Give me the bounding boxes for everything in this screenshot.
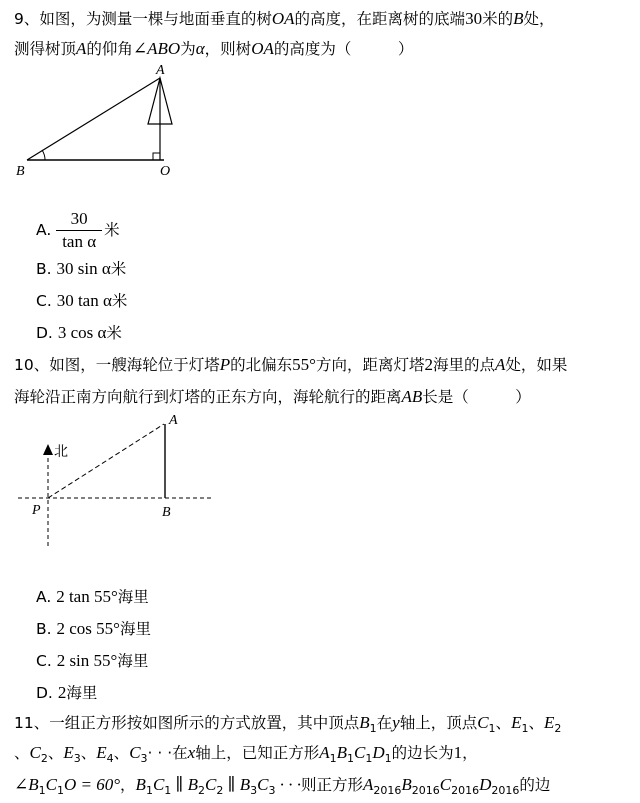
q9-segment-ba: [27, 78, 160, 160]
q11-subscript: 2: [198, 784, 206, 798]
q11-subscript: 1: [521, 722, 529, 736]
option-letter: A.: [36, 588, 52, 606]
option-unit: 海里: [66, 684, 98, 702]
q9-line-2: [14, 38, 413, 60]
option-unit: 海里: [117, 652, 149, 670]
q10-text: 海里的点: [432, 356, 495, 374]
q11-math: ∥ B: [171, 775, 199, 794]
q10-math: A: [494, 355, 506, 374]
q11-text: 、: [47, 744, 64, 762]
q11-subscript: 3: [268, 784, 276, 798]
q9-option-b[interactable]: [36, 258, 126, 280]
q9-math: 30: [465, 9, 483, 28]
option-math: 30 sin α: [56, 259, 111, 278]
q10-north-arrow-icon: [43, 444, 53, 455]
q9-math: B: [513, 9, 524, 28]
q11-text: · · ·在: [147, 744, 188, 762]
q10-math: P: [219, 355, 231, 374]
q11-math: B: [336, 743, 348, 762]
option-math: 30 tan α: [56, 291, 112, 310]
q9-math: ∠ABO: [132, 39, 181, 58]
q9-text: 测得树顶: [14, 40, 77, 58]
q9-line-1: [14, 8, 554, 30]
q11-subscript: 2: [216, 784, 224, 798]
option-letter: D.: [36, 684, 53, 702]
q11-subscript: 2: [40, 752, 48, 766]
q9-text: 处，: [523, 10, 555, 28]
q11-line-3: [14, 774, 550, 802]
q9-right-angle: [153, 153, 160, 160]
option-letter: C.: [36, 292, 52, 310]
q11-subscript: 2016: [411, 784, 440, 798]
q11-text: 则正方形: [300, 776, 363, 794]
option-math: 2 sin 55°: [56, 651, 118, 670]
q11-subscript: 2016: [491, 784, 520, 798]
q9-option-d[interactable]: [36, 322, 122, 344]
q11-math: ∥ B: [223, 775, 251, 794]
q11-math: A: [362, 775, 374, 794]
q11-math: D: [372, 743, 385, 762]
q11-subscript: 1: [365, 752, 373, 766]
q11-text: 、: [14, 744, 30, 762]
q9-label-o: O: [160, 164, 171, 179]
q9-angle-arc: [42, 150, 45, 160]
q9-option-c[interactable]: [36, 290, 127, 312]
option-letter: C.: [36, 652, 52, 670]
q9-text: 的高度为（ ）: [273, 40, 414, 58]
q11-subscript: 1: [145, 784, 153, 798]
q11-math: C: [205, 775, 217, 794]
option-math: 2: [57, 683, 67, 702]
q11-subscript: 4: [106, 752, 114, 766]
q10-line-1: [14, 354, 567, 376]
q9-figure: [14, 64, 184, 180]
fraction-denominator: tan α: [62, 232, 97, 251]
q11-math: y: [392, 713, 400, 732]
q9-text: 米的: [482, 10, 514, 28]
q11-math: C: [129, 743, 141, 762]
q11-math: C: [29, 743, 41, 762]
option-unit: 米: [106, 324, 122, 342]
q9-label-b: B: [16, 164, 25, 179]
q10-text: 处，如果: [505, 356, 568, 374]
q11-math: x: [187, 743, 196, 762]
q11-math: C: [439, 775, 452, 794]
q11-math: 1: [453, 743, 463, 762]
option-unit: 米: [111, 292, 128, 310]
q10-text: 10、如图，一艘海轮位于灯塔: [14, 356, 220, 374]
q11-text: 、: [528, 714, 544, 732]
q11-subscript: 2: [554, 722, 562, 736]
q10-label-a: A: [169, 413, 178, 428]
q11-subscript: 2016: [373, 784, 402, 798]
q11-math: ∠B: [14, 775, 39, 794]
q10-math: 55°: [292, 355, 316, 374]
q11-math: C: [45, 775, 57, 794]
option-letter: D.: [36, 324, 53, 342]
q11-text: ，: [120, 776, 136, 794]
q11-line-1: [14, 712, 561, 740]
fraction-numerator: 30: [56, 208, 102, 231]
option-math: 2 tan 55°: [56, 587, 118, 606]
q11-subscript: 1: [347, 752, 355, 766]
q9-text: 的仰角: [86, 40, 133, 58]
q10-label-north: 北: [54, 444, 68, 460]
q11-math: B: [401, 775, 412, 794]
q11-subscript: 3: [73, 752, 81, 766]
q10-option-d[interactable]: [36, 682, 97, 704]
option-unit: 米: [104, 221, 120, 239]
q11-math: B: [135, 775, 146, 794]
q9-text: 为: [180, 40, 196, 58]
q11-text: ，: [462, 744, 478, 762]
q10-text: 海轮沿正南方向航行到灯塔的正东方向，海轮航行的距离: [14, 388, 402, 406]
q11-math: E: [543, 713, 555, 732]
q11-text: 11、一组正方形按如图所示的方式放置，其中顶点: [14, 714, 360, 732]
q9-math: A: [76, 39, 87, 58]
option-unit: 海里: [117, 588, 149, 606]
q11-text: 轴上，顶点: [399, 714, 478, 732]
q9-fraction: [56, 208, 102, 253]
q10-segment-pa: [48, 424, 164, 498]
q11-math: B: [359, 713, 370, 732]
q11-math: C: [477, 713, 489, 732]
q11-math: D: [479, 775, 492, 794]
option-unit: 海里: [119, 620, 151, 638]
q11-text: 在: [376, 714, 393, 732]
q11-subscript: 1: [164, 784, 172, 798]
q11-math: C: [257, 775, 269, 794]
q10-option-a[interactable]: [36, 586, 149, 608]
q9-math: α: [195, 39, 205, 58]
q11-text: 的边长为: [391, 744, 454, 762]
q9-option-a[interactable]: [36, 208, 120, 253]
q11-line-2: [14, 742, 478, 770]
option-letter: B.: [36, 620, 52, 638]
option-math: 2 cos 55°: [56, 619, 120, 638]
q11-subscript: 1: [369, 722, 377, 736]
option-letter: B.: [36, 260, 52, 278]
q11-math: E: [63, 743, 74, 762]
option-letter: A.: [36, 221, 52, 239]
option-math: 3 cos α: [57, 323, 107, 342]
q9-text: 9、如图，为测量一棵与地面垂直的树: [14, 10, 272, 28]
q10-text: 长是（ ）: [422, 388, 531, 406]
q10-text: 的北偏东: [230, 356, 293, 374]
q11-math: E: [511, 713, 522, 732]
q10-line-2: [14, 386, 531, 408]
q11-subscript: 3: [250, 784, 258, 798]
q11-math: E: [96, 743, 107, 762]
q9-text: 的高度，在距离树的底端: [294, 10, 466, 28]
q11-math: C: [354, 743, 366, 762]
q11-text: 轴上，已知正方形: [195, 744, 320, 762]
q10-text: 方向，距离灯塔: [315, 356, 425, 374]
q11-subscript: 1: [38, 784, 46, 798]
q10-label-b: B: [162, 505, 171, 520]
q11-subscript: 3: [140, 752, 148, 766]
q11-subscript: 1: [56, 784, 64, 798]
q11-math: O = 60°: [63, 775, 121, 794]
q10-option-b[interactable]: [36, 618, 151, 640]
q10-math: 2: [424, 355, 433, 374]
q9-text: ，则树: [204, 40, 252, 58]
q11-math: C: [152, 775, 165, 794]
q10-math: AB: [401, 387, 423, 406]
q11-subscript: 1: [488, 722, 496, 736]
q9-math: OA: [251, 39, 274, 58]
q9-label-a: A: [156, 64, 165, 78]
q11-text: 、: [495, 714, 512, 732]
q11-text: 、: [113, 744, 130, 762]
q11-math: · · ·: [275, 775, 301, 794]
q9-math: OA: [271, 9, 295, 28]
q11-text: 的边: [519, 776, 551, 794]
option-unit: 米: [110, 260, 127, 278]
q11-text: 、: [80, 744, 97, 762]
q10-label-p: P: [32, 503, 41, 518]
q11-subscript: 1: [384, 752, 392, 766]
q11-math: A: [319, 743, 330, 762]
q11-subscript: 2016: [451, 784, 480, 798]
q11-subscript: 1: [329, 752, 337, 766]
q10-option-c[interactable]: [36, 650, 148, 672]
q10-figure: [14, 410, 220, 550]
